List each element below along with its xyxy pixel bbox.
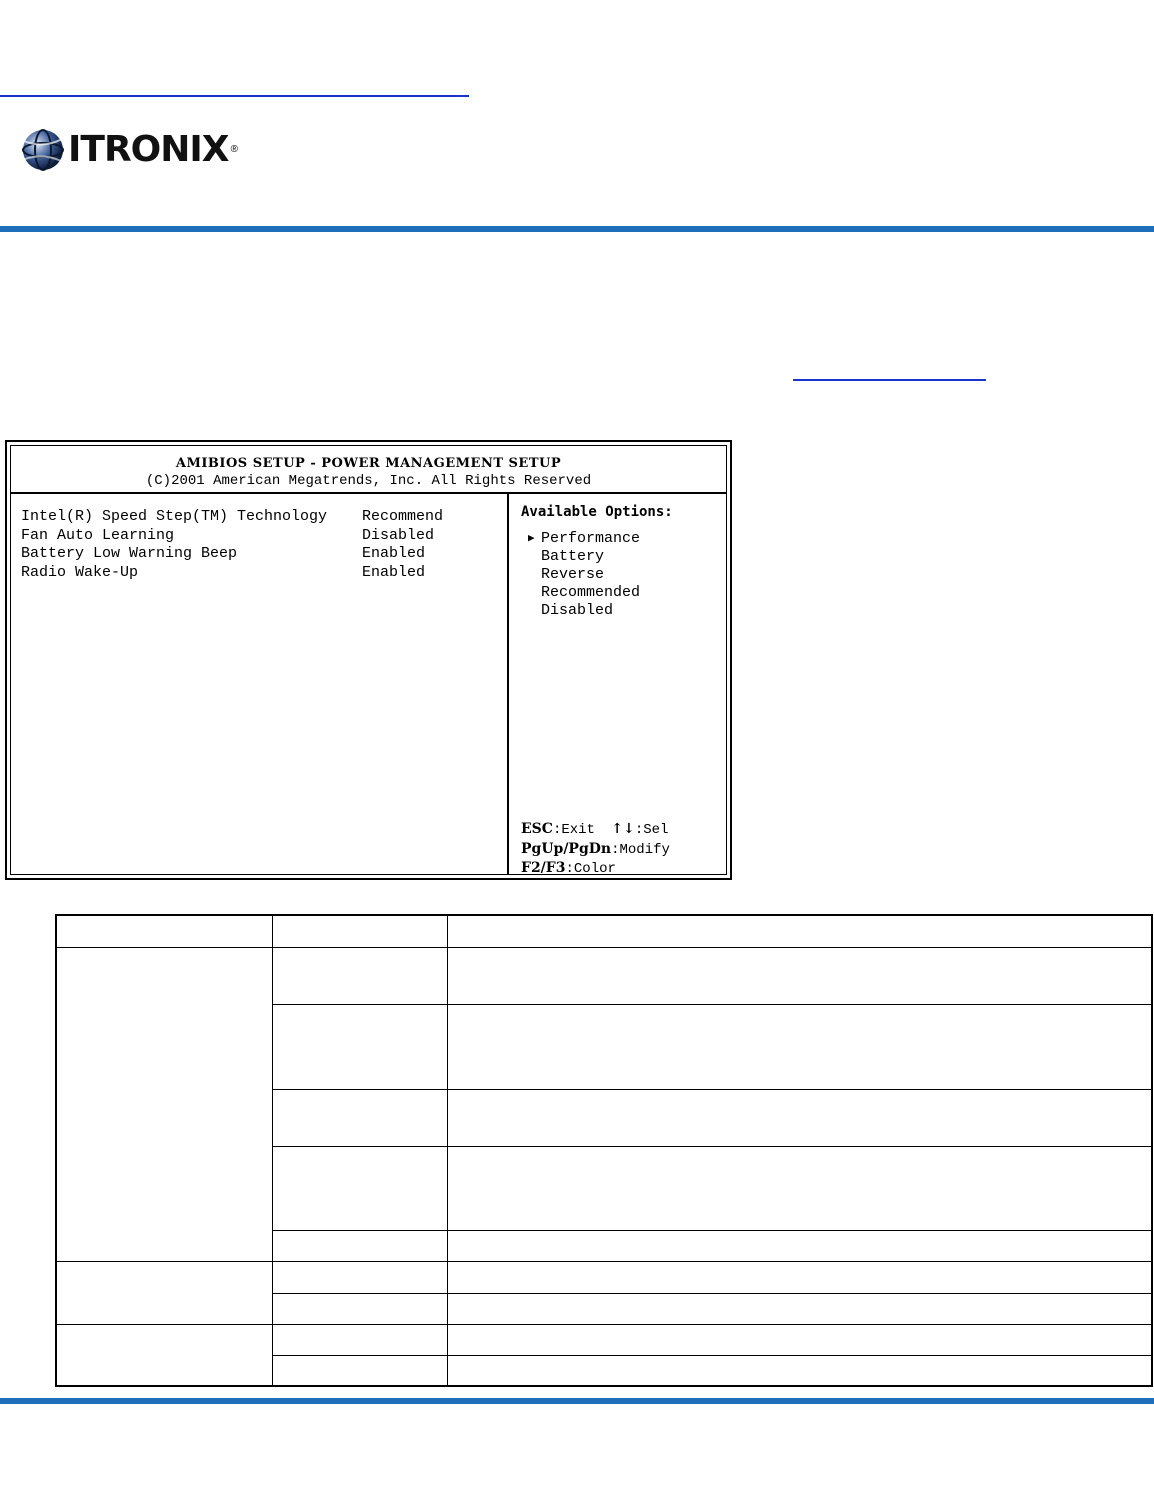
arrow-keys-icon: ↑↓: [611, 821, 635, 837]
setting-label: Fan Auto Learning: [21, 526, 175, 544]
option-label: Recommended: [541, 584, 641, 601]
bios-settings-list: [21, 508, 501, 582]
bios-screenshot: [5, 440, 732, 880]
setting-label: Radio Wake-Up: [21, 563, 139, 581]
mid-link-underline[interactable]: [793, 379, 986, 381]
bios-title: AMIBIOS SETUP - POWER MANAGEMENT SETUP: [175, 456, 562, 471]
table-row-divider: [57, 1324, 1151, 1325]
setting-battery-low-beep[interactable]: [21, 545, 501, 564]
setting-label: Intel(R) Speed Step(TM) Technology: [21, 508, 328, 525]
option-battery[interactable]: [541, 548, 731, 566]
table-row-divider: [272, 1355, 1151, 1356]
table-row-divider: [272, 1230, 1151, 1231]
setting-value[interactable]: Enabled: [362, 563, 426, 581]
key-pgup-pgdn: PgUp/PgDn: [521, 840, 612, 857]
key-row-exit: [521, 820, 670, 840]
setting-label: Battery Low Warning Beep: [21, 545, 238, 562]
option-label: Performance: [541, 530, 641, 547]
key-action: Color: [573, 861, 616, 877]
table-row-divider: [272, 1089, 1151, 1090]
option-recommended[interactable]: [541, 584, 731, 602]
globe-icon: [20, 127, 66, 173]
key-sep: :: [552, 822, 562, 838]
table-col-divider: [272, 916, 273, 1385]
setting-value[interactable]: Enabled: [362, 545, 426, 562]
key-esc: ESC: [521, 821, 553, 837]
key-row-color: [521, 859, 670, 879]
setting-speedstep[interactable]: [21, 508, 501, 527]
logo-registered-mark: ®: [230, 144, 238, 155]
option-label: Disabled: [541, 602, 614, 619]
key-sep: :: [565, 861, 574, 877]
option-label: Reverse: [541, 566, 605, 583]
setting-fan-auto-learning[interactable]: [21, 527, 501, 546]
bottom-divider: [0, 1398, 1154, 1404]
table-row-divider: [272, 1146, 1151, 1147]
table-row-divider: [272, 1004, 1151, 1005]
option-performance[interactable]: [528, 530, 731, 548]
key-action: Modify: [619, 841, 670, 858]
logo-text: ITRONIX: [68, 129, 229, 170]
option-reverse[interactable]: [541, 566, 731, 584]
setting-value[interactable]: Recommend: [362, 508, 444, 525]
table-col-divider: [447, 916, 448, 1385]
available-options-panel: [521, 504, 731, 620]
bios-panel-divider: [507, 494, 509, 874]
key-action: :Sel: [634, 822, 669, 838]
itronix-logo: [20, 127, 238, 173]
key-sep: :: [611, 841, 620, 858]
table-row-divider: [57, 1261, 1151, 1262]
setting-radio-wake-up[interactable]: [21, 564, 501, 583]
key-action: Exit: [561, 822, 595, 838]
key-f2-f3: F2/F3: [521, 860, 566, 876]
key-row-modify: [521, 840, 670, 860]
top-divider: [0, 226, 1154, 232]
bios-header: [11, 446, 726, 494]
bios-copyright: (C)2001 American Megatrends, Inc. All Rights Reserved: [145, 473, 592, 489]
selected-arrow-icon: ▶: [528, 533, 535, 545]
setting-value[interactable]: Disabled: [362, 526, 435, 544]
key-legend: [521, 820, 670, 879]
option-disabled[interactable]: [541, 602, 731, 620]
table-row-divider: [272, 1293, 1151, 1294]
available-options-title: Available Options:: [521, 504, 673, 520]
option-label: Battery: [541, 548, 605, 565]
options-list: [528, 530, 731, 620]
settings-table: [55, 914, 1153, 1387]
top-link-underline[interactable]: [0, 95, 469, 97]
table-header-divider: [57, 947, 1151, 948]
bios-frame: [10, 445, 727, 875]
